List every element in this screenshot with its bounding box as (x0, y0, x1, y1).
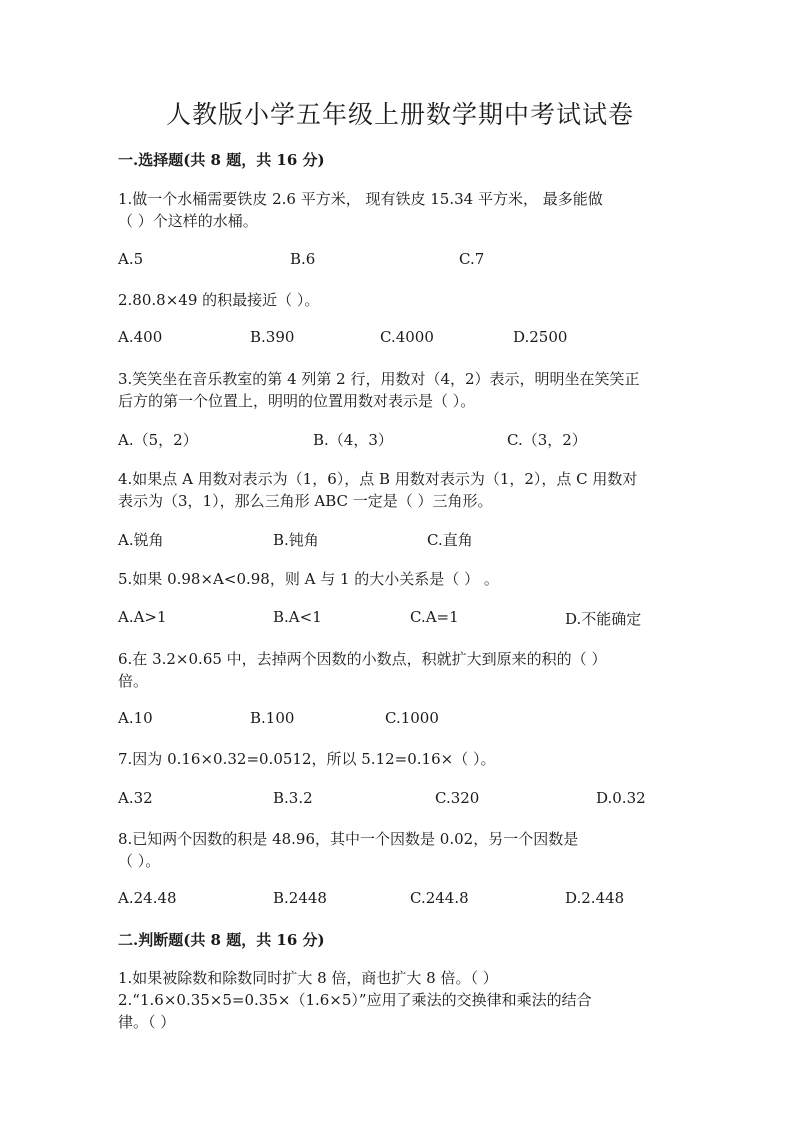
question-text-line: 7.因为 0.16×0.32=0.0512，所以 5.12=0.16×（ ）。 (118, 750, 496, 768)
question-text-line: 律。（ ） (118, 1013, 176, 1031)
question-text-line: 2.“1.6×0.35×5=0.35×（1.6×5）”应用了乘法的交换律和乘法的结合 (118, 991, 592, 1009)
question-5 (118, 568, 688, 590)
option-b: B.（4，3） (313, 431, 393, 449)
section-heading-choice: 一.选择题(共 8 题，共 16 分) (118, 151, 325, 169)
question-text-line: 3.笑笑坐在音乐教室的第 4 列第 2 行，用数对（4，2）表示，明明坐在笑笑正 (118, 370, 640, 388)
question-1 (118, 188, 688, 232)
option-d: D.2500 (513, 328, 568, 346)
question-text-line: 倍。 (118, 672, 149, 690)
option-a: A.10 (118, 709, 153, 727)
option-a: A.锐角 (118, 531, 164, 549)
judgment-question-2 (118, 989, 688, 1033)
question-text-line: 8.已知两个因数的积是 48.96，其中一个因数是 0.02，另一个因数是 (118, 830, 579, 848)
option-c: C.244.8 (410, 889, 469, 907)
option-b: B.100 (250, 709, 295, 727)
question-text-line: 表示为（3，1），那么三角形 ABC 一定是（ ）三角形。 (118, 492, 493, 510)
question-text-line: 后方的第一个位置上，明明的位置用数对表示是（ ）。 (118, 392, 476, 410)
question-text-line: 6.在 3.2×0.65 中，去掉两个因数的小数点，积就扩大到原来的积的（ ） (118, 650, 607, 668)
question-8 (118, 828, 688, 872)
option-c: C.320 (435, 789, 480, 807)
option-a: A.（5，2） (118, 431, 198, 449)
option-b: B.钝角 (273, 531, 319, 549)
question-6 (118, 648, 688, 692)
option-c: C.A=1 (410, 608, 459, 626)
section-heading-judgment: 二.判断题(共 8 题，共 16 分) (118, 931, 325, 949)
option-c: C.1000 (385, 709, 439, 727)
option-d: D.2.448 (565, 889, 625, 907)
option-c: C.4000 (380, 328, 434, 346)
question-3 (118, 368, 688, 412)
judgment-question-1 (118, 967, 688, 989)
option-c: C.7 (459, 250, 485, 268)
option-d: D.不能确定 (565, 610, 642, 628)
option-b: B.3.2 (273, 789, 313, 807)
question-text-line: （ ）。 (118, 852, 161, 870)
option-a: A.400 (118, 328, 163, 346)
option-b: B.2448 (273, 889, 327, 907)
option-c: C.直角 (427, 531, 473, 549)
option-d: D.0.32 (596, 789, 646, 807)
question-7 (118, 748, 688, 770)
question-text-line: 1.做一个水桶需要铁皮 2.6 平方米， 现有铁皮 15.34 平方米， 最多能做 (118, 190, 603, 208)
option-b: B.390 (250, 328, 295, 346)
option-a: A.32 (118, 789, 153, 807)
question-2 (118, 289, 688, 311)
option-c: C.（3，2） (507, 431, 587, 449)
question-text-line: 1.如果被除数和除数同时扩大 8 倍，商也扩大 8 倍。（ ） (118, 969, 498, 987)
question-text-line: 4.如果点 A 用数对表示为（1，6），点 B 用数对表示为（1，2），点 C 用数对 (118, 470, 638, 488)
question-text-line: 5.如果 0.98×A<0.98，则 A 与 1 的大小关系是（ ） 。 (118, 570, 499, 588)
page-title: 人教版小学五年级上册数学期中考试试卷 (165, 100, 634, 129)
option-a: A.5 (118, 250, 144, 268)
option-b: B.A<1 (273, 608, 322, 626)
option-a: A.A>1 (118, 608, 167, 626)
question-text-line: 2.80.8×49 的积最接近（ ）。 (118, 291, 320, 309)
option-a: A.24.48 (118, 889, 177, 907)
question-4 (118, 468, 688, 512)
question-text-line: （ ）个这样的水桶。 (118, 212, 258, 230)
option-b: B.6 (290, 250, 316, 268)
